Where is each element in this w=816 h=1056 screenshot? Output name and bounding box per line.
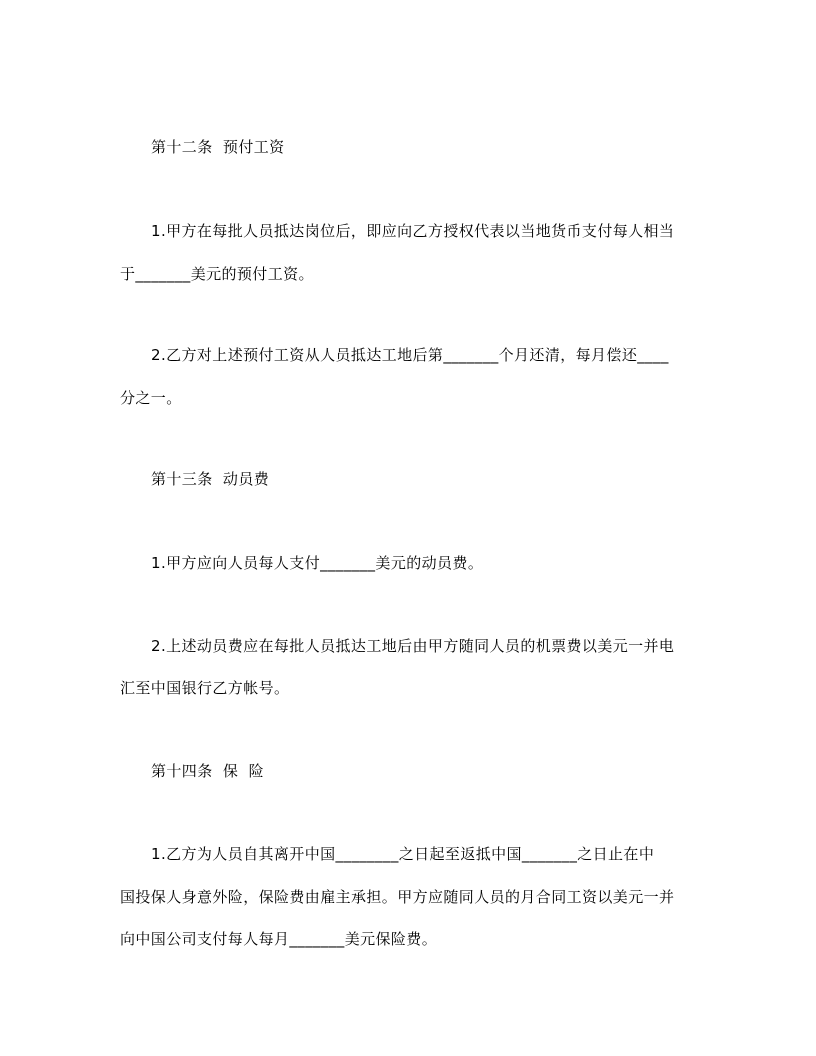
paragraph-12-2-line-1: 2.乙方对上述预付工资从人员抵达工地后第_______个月还清，每月偿还____ xyxy=(151,346,669,364)
section-heading-13: 第十三条 动员费 xyxy=(151,470,270,488)
paragraph-12-1-line-2: 于_______美元的预付工资。 xyxy=(120,265,314,283)
paragraph-12-1-line-1: 1.甲方在每批人员抵达岗位后，即应向乙方授权代表以当地货币支付每人相当 xyxy=(151,222,675,240)
paragraph-14-1-line-3: 向中国公司支付每人每月_______美元保险费。 xyxy=(120,930,438,948)
paragraph-13-2-line-1: 2.上述动员费应在每批人员抵达工地后由甲方随同人员的机票费以美元一并电 xyxy=(151,637,675,655)
paragraph-14-1-line-2: 国投保人身意外险，保险费由雇主承担。甲方应随同人员的月合同工资以美元一并 xyxy=(120,888,675,906)
section-heading-12: 第十二条 预付工资 xyxy=(151,138,285,156)
paragraph-12-2-line-2: 分之一。 xyxy=(120,389,182,407)
section-heading-14: 第十四条 保 险 xyxy=(151,762,265,780)
paragraph-14-1-line-1: 1.乙方为人员自其离开中国________之日起至返抵中国_______之日止在中 xyxy=(151,845,655,863)
paragraph-13-1-line-1: 1.甲方应向人员每人支付_______美元的动员费。 xyxy=(151,554,484,572)
paragraph-13-2-line-2: 汇至中国银行乙方帐号。 xyxy=(120,679,290,697)
